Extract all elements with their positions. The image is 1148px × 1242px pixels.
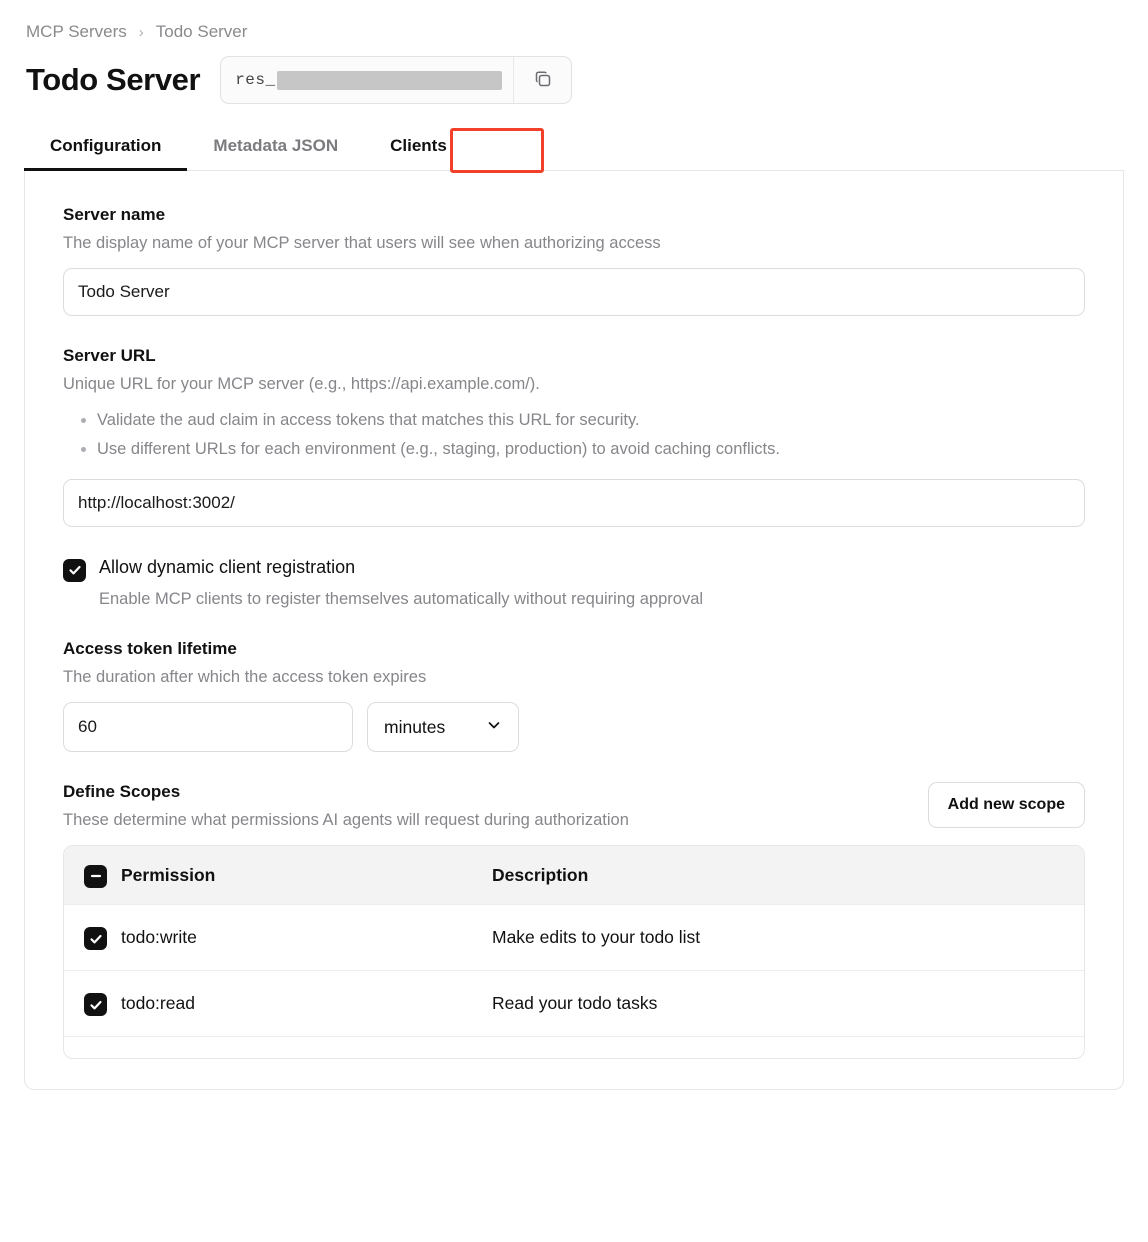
server-url-label: Server URL — [63, 346, 156, 366]
server-name-input[interactable] — [63, 268, 1085, 316]
tab-clients[interactable]: Clients — [390, 136, 447, 155]
tab-metadata-json[interactable]: Metadata JSON — [213, 136, 339, 155]
dynamic-registration-label: Allow dynamic client registration — [99, 556, 356, 577]
access-token-lifetime-row — [63, 702, 1085, 752]
scope-row-checkbox[interactable] — [84, 927, 107, 950]
scope-permission-label: todo:write — [121, 927, 197, 948]
resource-id-text: res_ — [235, 71, 276, 89]
dynamic-registration-row[interactable] — [63, 557, 1085, 582]
chevron-down-icon — [486, 717, 502, 738]
tab-bar — [24, 126, 1124, 171]
field-server-url — [63, 346, 1085, 527]
field-access-token-lifetime — [63, 639, 1085, 752]
server-url-notes — [63, 406, 1085, 465]
page-title: Todo Server — [26, 62, 201, 97]
scopes-table — [63, 845, 1085, 1059]
access-token-lifetime-input[interactable] — [63, 702, 353, 752]
field-server-name — [63, 205, 1085, 316]
server-url-note: • Validate the aud claim in access tokens that matches this URL for security. — [97, 406, 1085, 436]
server-name-label: Server name — [63, 205, 166, 224]
scopes-header — [63, 782, 1085, 831]
breadcrumb — [26, 22, 1124, 42]
breadcrumb-item-mcp-servers[interactable]: MCP Servers — [26, 22, 127, 41]
configuration-card — [24, 171, 1124, 1090]
field-define-scopes — [63, 782, 1085, 1059]
scope-permission-label: todo:read — [121, 993, 195, 1014]
access-token-lifetime-unit-value: minutes — [384, 716, 446, 737]
table-row-partial — [64, 1036, 1084, 1058]
chevron-right-icon: › — [138, 23, 144, 41]
scope-row-checkbox[interactable] — [84, 993, 107, 1016]
table-row[interactable] — [64, 970, 1084, 1036]
tab-configuration[interactable]: Configuration — [24, 126, 187, 170]
server-name-description: The display name of your MCP server that users will see when authorizing access — [63, 234, 661, 252]
table-row[interactable] — [64, 904, 1084, 970]
scopes-description: These determine what permissions AI agents will request during authorization — [63, 811, 629, 830]
server-url-input[interactable] — [63, 479, 1085, 527]
dynamic-registration-checkbox[interactable] — [63, 559, 86, 582]
copy-icon — [533, 69, 553, 92]
breadcrumb-item-current: Todo Server — [155, 22, 248, 41]
scopes-label: Define Scopes — [63, 782, 181, 802]
field-dynamic-registration — [63, 557, 1085, 609]
access-token-lifetime-label: Access token lifetime — [63, 638, 237, 658]
scopes-header-permission — [84, 863, 492, 888]
resource-id-redacted — [277, 71, 502, 90]
scope-permission-cell — [84, 925, 492, 950]
server-url-note: • Use different URLs for each environment (e.g., staging, production) to avoid caching conflicts. — [97, 435, 1085, 465]
scopes-table-header — [64, 846, 1084, 904]
dynamic-registration-description: Enable MCP clients to register themselves automatically without requiring approval — [99, 589, 704, 608]
access-token-lifetime-unit-select[interactable] — [367, 702, 519, 752]
access-token-lifetime-description: The duration after which the access token expires — [63, 667, 427, 686]
scope-permission-cell — [84, 991, 492, 1016]
scopes-header-description-label: Description — [492, 864, 589, 885]
server-url-description: Unique URL for your MCP server (e.g., https://api.example.com/). — [63, 375, 540, 394]
scope-description-cell: Read your todo tasks — [492, 993, 658, 1014]
select-all-checkbox[interactable] — [84, 865, 107, 888]
resource-id-pill — [220, 56, 572, 104]
scope-description-cell: Make edits to your todo list — [492, 927, 701, 948]
scopes-header-permission-label: Permission — [121, 864, 216, 885]
copy-id-button[interactable] — [513, 57, 571, 103]
add-new-scope-button[interactable]: Add new scope — [928, 782, 1085, 828]
title-row — [26, 56, 1124, 104]
